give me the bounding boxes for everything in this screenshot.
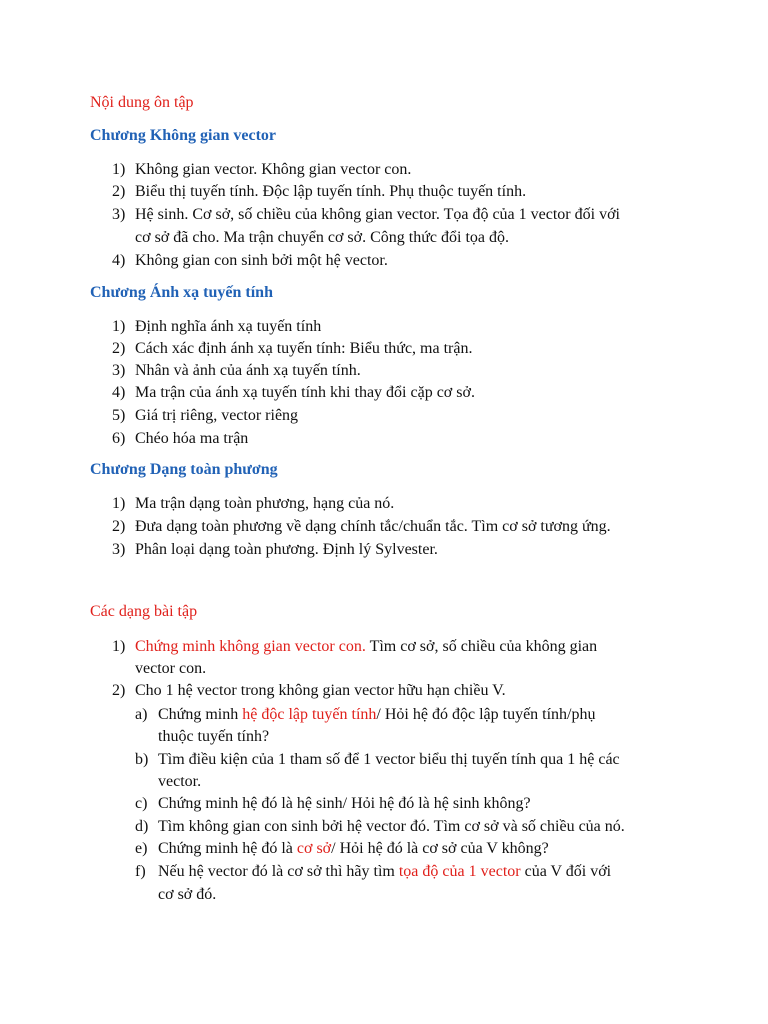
list-number: 2) (112, 183, 126, 200)
list-item: Không gian vector. Không gian vector con. (135, 161, 412, 178)
list-item: Cách xác định ánh xạ tuyến tính: Biểu thức, ma trận. (135, 340, 473, 357)
section-title-linear-map: Chương Ánh xạ tuyến tính (90, 284, 273, 301)
sublist-item (158, 705, 596, 725)
list-item: Biểu thị tuyến tính. Độc lập tuyến tính. Phụ thuộc tuyến tính. (135, 183, 527, 200)
list-item: Chéo hóa ma trận (135, 430, 249, 447)
highlighted-text: tọa độ của 1 vector (398, 863, 521, 880)
list-number: 3) (112, 206, 126, 223)
sublist-item-continuation: thuộc tuyến tính? (158, 728, 270, 745)
list-item: Ma trận của ánh xạ tuyến tính khi thay đổi cặp cơ sở. (135, 384, 475, 401)
sublist-label: a) (135, 706, 148, 723)
list-number: 1) (112, 495, 126, 512)
list-item (135, 637, 597, 657)
list-item-text: Tìm cơ sở, số chiều của không gian (365, 638, 598, 655)
section-title-quadratic-form: Chương Dạng toàn phương (90, 461, 278, 478)
sublist-text: Chứng minh (158, 706, 243, 723)
list-number: 5) (112, 407, 126, 424)
sublist-item (158, 862, 611, 882)
sublist-text: / Hỏi hệ đó độc lập tuyến tính/phụ (376, 706, 596, 723)
list-item: Hệ sinh. Cơ sở, số chiều của không gian vector. Tọa độ của 1 vector đối với (135, 206, 620, 223)
sublist-text: / Hỏi hệ đó là cơ sở của V không? (331, 840, 549, 857)
sublist-item (158, 839, 549, 859)
review-heading: Nội dung ôn tập (90, 94, 194, 111)
list-item-continuation: vector con. (135, 660, 207, 677)
list-item: Định nghĩa ánh xạ tuyến tính (135, 318, 322, 335)
sublist-item: Chứng minh hệ đó là hệ sinh/ Hỏi hệ đó là hệ sinh không? (158, 795, 531, 812)
list-item: Đưa dạng toàn phương về dạng chính tắc/chuẩn tắc. Tìm cơ sở tương ứng. (135, 518, 611, 535)
sublist-label: b) (135, 751, 149, 768)
list-item: Giá trị riêng, vector riêng (135, 407, 299, 424)
exercises-heading: Các dạng bài tập (90, 603, 198, 620)
list-item: Nhân và ảnh của ánh xạ tuyến tính. (135, 362, 361, 379)
sublist-item: Tìm không gian con sinh bởi hệ vector đó. Tìm cơ sở và số chiều của nó. (158, 818, 625, 835)
sublist-item-continuation: cơ sở đó. (158, 886, 217, 903)
list-number: 1) (112, 161, 126, 178)
sublist-item: Tìm điều kiện của 1 tham số để 1 vector biểu thị tuyến tính qua 1 hệ các (158, 751, 620, 768)
sublist-label: c) (135, 795, 148, 812)
list-number: 4) (112, 384, 126, 401)
list-number: 3) (112, 541, 126, 558)
sublist-text: Nếu hệ vector đó là cơ sở thì hãy tìm (158, 863, 399, 880)
list-number: 2) (112, 518, 126, 535)
highlighted-text: cơ sở (296, 840, 332, 857)
list-number: 2) (112, 682, 126, 699)
sublist-label: d) (135, 818, 149, 835)
sublist-label: f) (135, 863, 146, 880)
list-item: Cho 1 hệ vector trong không gian vector hữu hạn chiều V. (135, 682, 506, 699)
list-item: Không gian con sinh bởi một hệ vector. (135, 252, 388, 269)
section-title-vector-space: Chương Không gian vector (90, 127, 277, 144)
list-item: Phân loại dạng toàn phương. Định lý Sylvester. (135, 541, 438, 558)
list-number: 1) (112, 318, 126, 335)
list-number: 2) (112, 340, 126, 357)
list-number: 1) (112, 638, 126, 655)
list-item: Ma trận dạng toàn phương, hạng của nó. (135, 495, 395, 512)
highlighted-text: hệ độc lập tuyến tính (242, 706, 377, 723)
list-number: 4) (112, 252, 126, 269)
sublist-item-continuation: vector. (158, 773, 202, 790)
list-number: 6) (112, 430, 126, 447)
highlighted-text: Chứng minh không gian vector con. (135, 638, 366, 655)
list-item-continuation: cơ sở đã cho. Ma trận chuyển cơ sở. Công thức đổi tọa độ. (135, 229, 509, 246)
sublist-text: Chứng minh hệ đó là (158, 840, 297, 857)
sublist-text: của V đối với (520, 863, 612, 880)
list-number: 3) (112, 362, 126, 379)
sublist-label: e) (135, 840, 148, 857)
